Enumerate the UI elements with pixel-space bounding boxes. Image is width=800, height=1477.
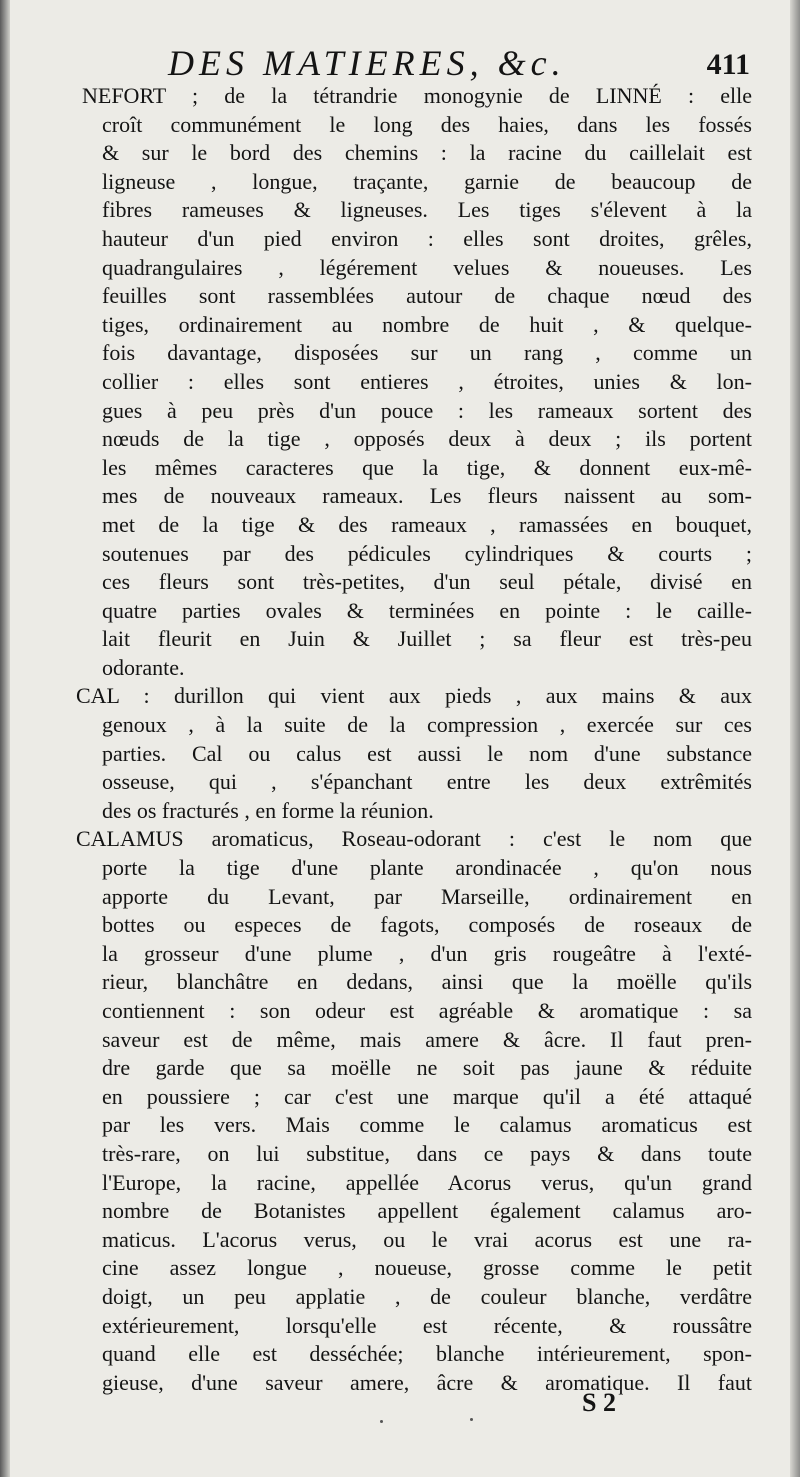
text-line: rieur, blanchâtre en dedans, ainsi que la moëlle qu'ils [102,969,752,995]
text-line: ces fleurs sont très-petites, d'un seul pétale, divisé en [102,569,752,595]
text-line: contiennent : son odeur est agréable & aromatique : sa [102,998,752,1023]
text-line: quand elle est desséchée; blanche intérieurement, spon- [102,1341,752,1367]
text-line: feuilles sont rassemblées autour de chaque nœud des [102,283,752,309]
text-line: très-rare, on lui substitue, dans ce pays & dans toute [102,1140,752,1166]
text-line: nœuds de la tige , opposés deux à deux ; ils portent [102,426,752,452]
body-text [76,82,752,1397]
text-line: tiges, ordinairement au nombre de huit , & quelque- [102,311,752,337]
text-line: ligneuse , longue, traçante, garnie de beaucoup de [102,168,752,194]
ink-speck [380,1420,383,1423]
text-line: fibres rameuses & ligneuses. Les tiges s'élevent à la [102,197,752,223]
text-line: croît communément le long des haies, dans les fossés [102,111,752,137]
text-line: extérieurement, lorsqu'elle est récente, & roussâtre [102,1312,752,1338]
text-line: parties. Cal ou calus est aussi le nom d'une substance [102,740,752,766]
text-line: maticus. L'acorus verus, ou le vrai acorus est une ra- [102,1226,752,1252]
text-line: la grosseur d'une plume , d'un gris rougeâtre à l'exté- [102,940,752,966]
text-line: met de la tige & des rameaux , ramassées en bouquet, [102,511,752,537]
text-line: NEFORT ; de la tétrandrie monogynie de LINNÉ : elle [82,83,752,108]
text-line: fois davantage, disposées sur un rang , comme un [102,340,752,366]
text-line: mes de nouveaux rameaux. Les fleurs naissent au som- [102,483,752,509]
page-edge-left [0,0,10,1477]
text-line: gues à peu près d'un pouce : les rameaux sortent des [102,397,752,423]
text-line: hauteur d'un pied environ : elles sont droites, grêles, [102,225,752,251]
printer-signature: S 2 [582,1388,616,1417]
running-head: DES MATIERES, &c. [168,43,566,83]
text-line: CALAMUS aromaticus, Roseau-odorant : c'est le nom que [76,826,752,852]
text-line: lait fleurit en Juin & Juillet ; sa fleur est très-peu [102,626,752,652]
text-line: des os fracturés , en forme la réunion. [102,797,434,823]
text-line: quatre parties ovales & terminées en pointe : le caille- [102,597,752,623]
text-line: gieuse, d'une saveur amere, âcre & aromatique. Il faut [102,1369,752,1395]
page-number: 411 [706,48,750,81]
text-line: osseuse, qui , s'épanchant entre les deux extrêmités [102,769,752,795]
text-line: saveur est de même, mais amere & âcre. Il faut pren- [102,1026,752,1052]
text-line: apporte du Levant, par Marseille, ordinairement en [102,883,752,909]
page-edge-right [790,0,800,1477]
text-line: porte la tige d'une plante arondinacée , qu'on nous [102,855,752,881]
ink-speck [470,1418,473,1421]
text-line: cine assez longue , noueuse, grosse comme le petit [102,1255,752,1281]
text-line: odorante. [102,654,185,680]
text-line: nombre de Botanistes appellent également calamus aro- [102,1198,752,1224]
text-line: l'Europe, la racine, appellée Acorus verus, qu'un grand [102,1169,752,1195]
text-line: genoux , à la suite de la compression , exercée sur ces [102,712,752,738]
text-line: & sur le bord des chemins : la racine du caillelait est [102,140,752,166]
text-line: quadrangulaires , légérement velues & noueuses. Les [102,254,752,280]
text-line: en poussiere ; car c'est une marque qu'il a été attaqué [102,1083,752,1109]
text-line: les mêmes caracteres que la tige, & donnent eux-mê- [102,454,752,480]
text-line: collier : elles sont entieres , étroites, unies & lon- [102,368,752,394]
text-line: soutenues par des pédicules cylindriques & courts ; [102,540,752,566]
text-line: dre garde que sa moëlle ne soit pas jaune & réduite [102,1055,752,1081]
text-line: bottes ou especes de fagots, composés de roseaux de [102,912,752,938]
text-line: doigt, un peu applatie , de couleur blanche, verdâtre [102,1283,752,1309]
text-line: par les vers. Mais comme le calamus aromaticus est [102,1112,752,1138]
text-line: CAL : durillon qui vient aux pieds , aux mains & aux [76,683,752,709]
